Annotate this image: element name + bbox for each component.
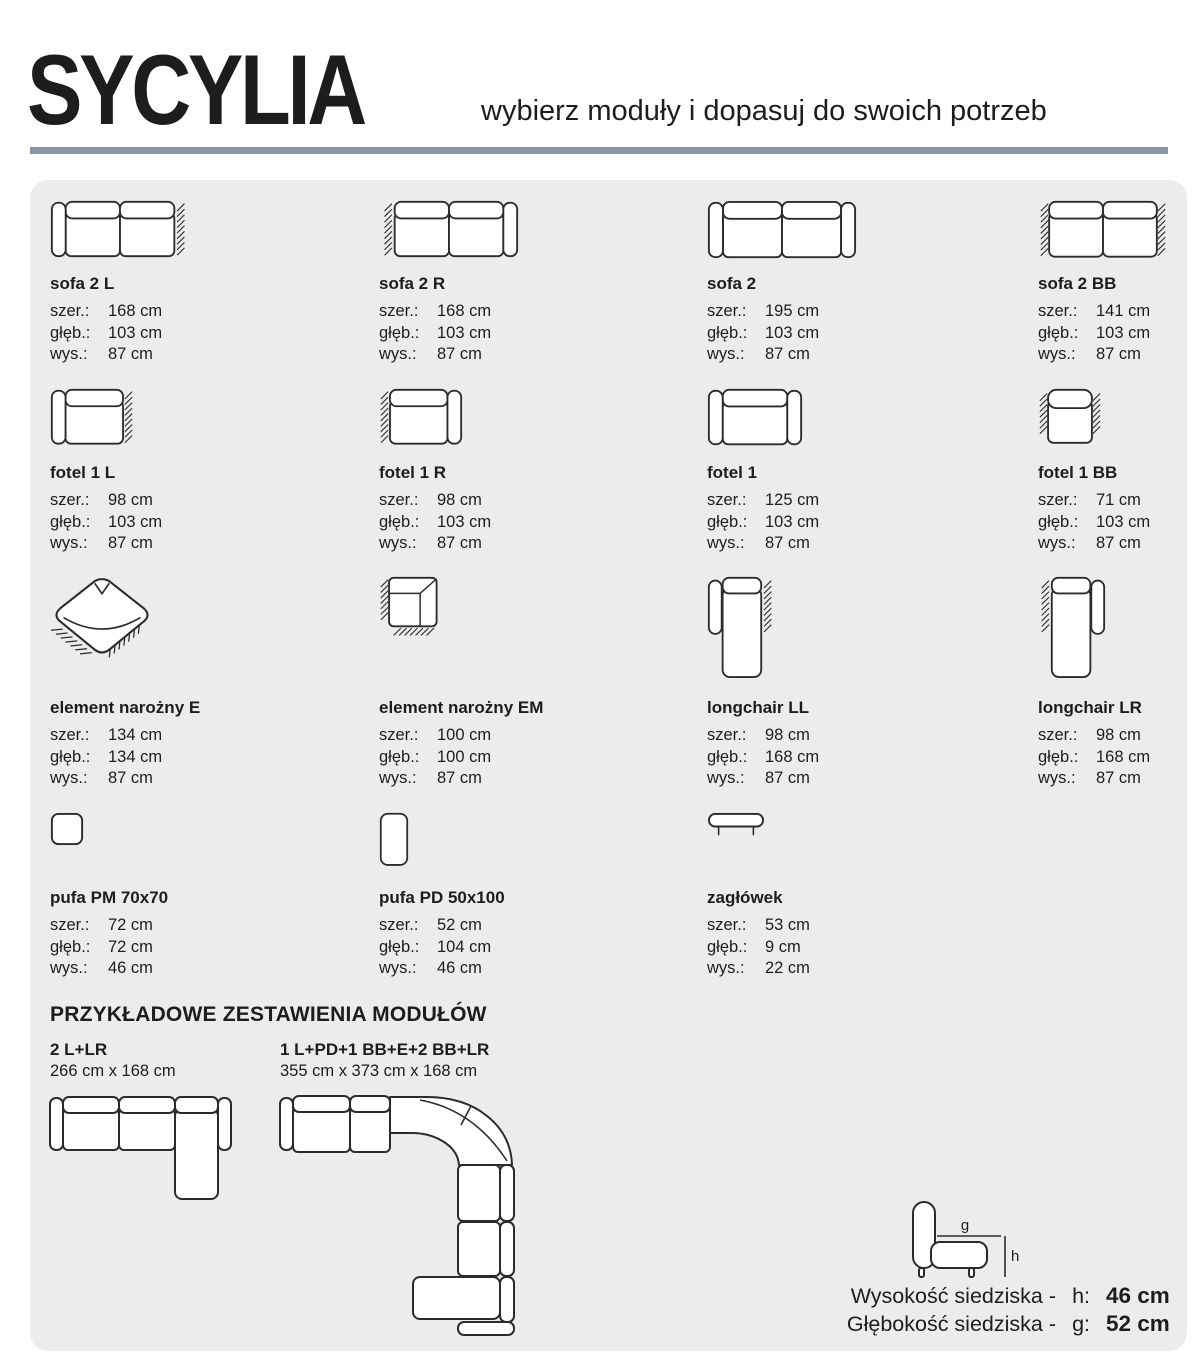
element-narozny-e-icon [50, 576, 154, 659]
example-name: 1 L+PD+1 BB+E+2 BB+LR [280, 1040, 490, 1059]
module-dims: szer.: 98 cm głęb.: 103 cm wys.: 87 cm [50, 491, 163, 552]
module-dims: szer.: 141 cm głęb.: 103 cm wys.: 87 cm [1038, 302, 1151, 363]
seat-profile-icon [903, 1196, 1023, 1286]
seat-info-block [847, 1283, 1170, 1339]
module-name: longchair LR [1038, 698, 1142, 717]
fotel-1-bb-icon [1038, 388, 1102, 447]
fotel-1-icon [707, 388, 803, 447]
page-subtitle: wybierz moduły i dopasuj do swoich potrzeb [481, 95, 1047, 127]
sofa-2-icon [707, 200, 857, 260]
module-dims: szer.: 125 cm głęb.: 103 cm wys.: 87 cm [707, 491, 820, 552]
module-dims: szer.: 168 cm głęb.: 103 cm wys.: 87 cm [379, 302, 492, 363]
module-dims: szer.: 53 cm głęb.: 9 cm wys.: 22 cm [707, 916, 810, 977]
module-name: sofa 2 R [379, 274, 446, 293]
module-name: fotel 1 L [50, 463, 116, 482]
example-1-diagram [48, 1095, 234, 1201]
fotel-1-r-icon [379, 388, 463, 446]
module-name: sofa 2 L [50, 274, 115, 293]
module-dims: szer.: 52 cm głęb.: 104 cm wys.: 46 cm [379, 916, 492, 977]
seat-height-row: Wysokość siedziska - h: 46 cm [850, 1283, 1170, 1308]
example-name: 2 L+LR [50, 1040, 108, 1059]
longchair-lr-icon [1038, 576, 1106, 679]
sofa-2-r-icon [379, 200, 519, 259]
module-name: fotel 1 [707, 463, 758, 482]
module-dims: szer.: 134 cm głęb.: 134 cm wys.: 87 cm [50, 726, 163, 787]
zaglowek-icon [707, 812, 765, 839]
module-dims: szer.: 98 cm głęb.: 103 cm wys.: 87 cm [379, 491, 492, 552]
module-name: fotel 1 BB [1038, 463, 1118, 482]
seat-height-label: h [1011, 1248, 1020, 1265]
examples-heading: PRZYKŁADOWE ZESTAWIENIA MODUŁÓW [50, 1003, 487, 1026]
sofa-2-bb-icon [1038, 200, 1168, 259]
module-dims: szer.: 71 cm głęb.: 103 cm wys.: 87 cm [1038, 491, 1151, 552]
module-dims: szer.: 98 cm głęb.: 168 cm wys.: 87 cm [707, 726, 820, 787]
module-name: longchair LL [707, 698, 809, 717]
seat-depth-row: Głębokość siedziska - g: 52 cm [846, 1311, 1170, 1336]
example-dims: 355 cm x 373 cm x 168 cm [280, 1062, 478, 1080]
module-dims: szer.: 195 cm głęb.: 103 cm wys.: 87 cm [707, 302, 820, 363]
module-dims: szer.: 100 cm głęb.: 100 cm wys.: 87 cm [379, 726, 492, 787]
header-divider [30, 147, 1168, 154]
longchair-ll-icon [707, 576, 775, 679]
module-name: fotel 1 R [379, 463, 447, 482]
module-name: sofa 2 BB [1038, 274, 1117, 293]
module-name: pufa PM 70x70 [50, 888, 169, 907]
pufa-pd-icon [379, 812, 409, 867]
module-name: element narożny E [50, 698, 201, 717]
sofa-2-l-icon [50, 200, 190, 259]
module-name: element narożny EM [379, 698, 544, 717]
example-dims: 266 cm x 168 cm [50, 1062, 176, 1080]
fotel-1-l-icon [50, 388, 134, 446]
page-title: SYCYLIA [27, 34, 364, 145]
seat-depth-label: g [960, 1217, 970, 1234]
element-narozny-em-icon [379, 576, 443, 642]
module-dims: szer.: 98 cm głęb.: 168 cm wys.: 87 cm [1038, 726, 1151, 787]
module-name: sofa 2 [707, 274, 757, 293]
module-name: pufa PD 50x100 [379, 888, 505, 907]
module-dims: szer.: 72 cm głęb.: 72 cm wys.: 46 cm [50, 916, 153, 977]
pufa-pm-icon [50, 812, 84, 846]
module-dims: szer.: 168 cm głęb.: 103 cm wys.: 87 cm [50, 302, 163, 363]
example-config-2 [280, 1040, 640, 1082]
example-2-diagram [278, 1095, 518, 1339]
module-name: zagłówek [707, 888, 783, 907]
